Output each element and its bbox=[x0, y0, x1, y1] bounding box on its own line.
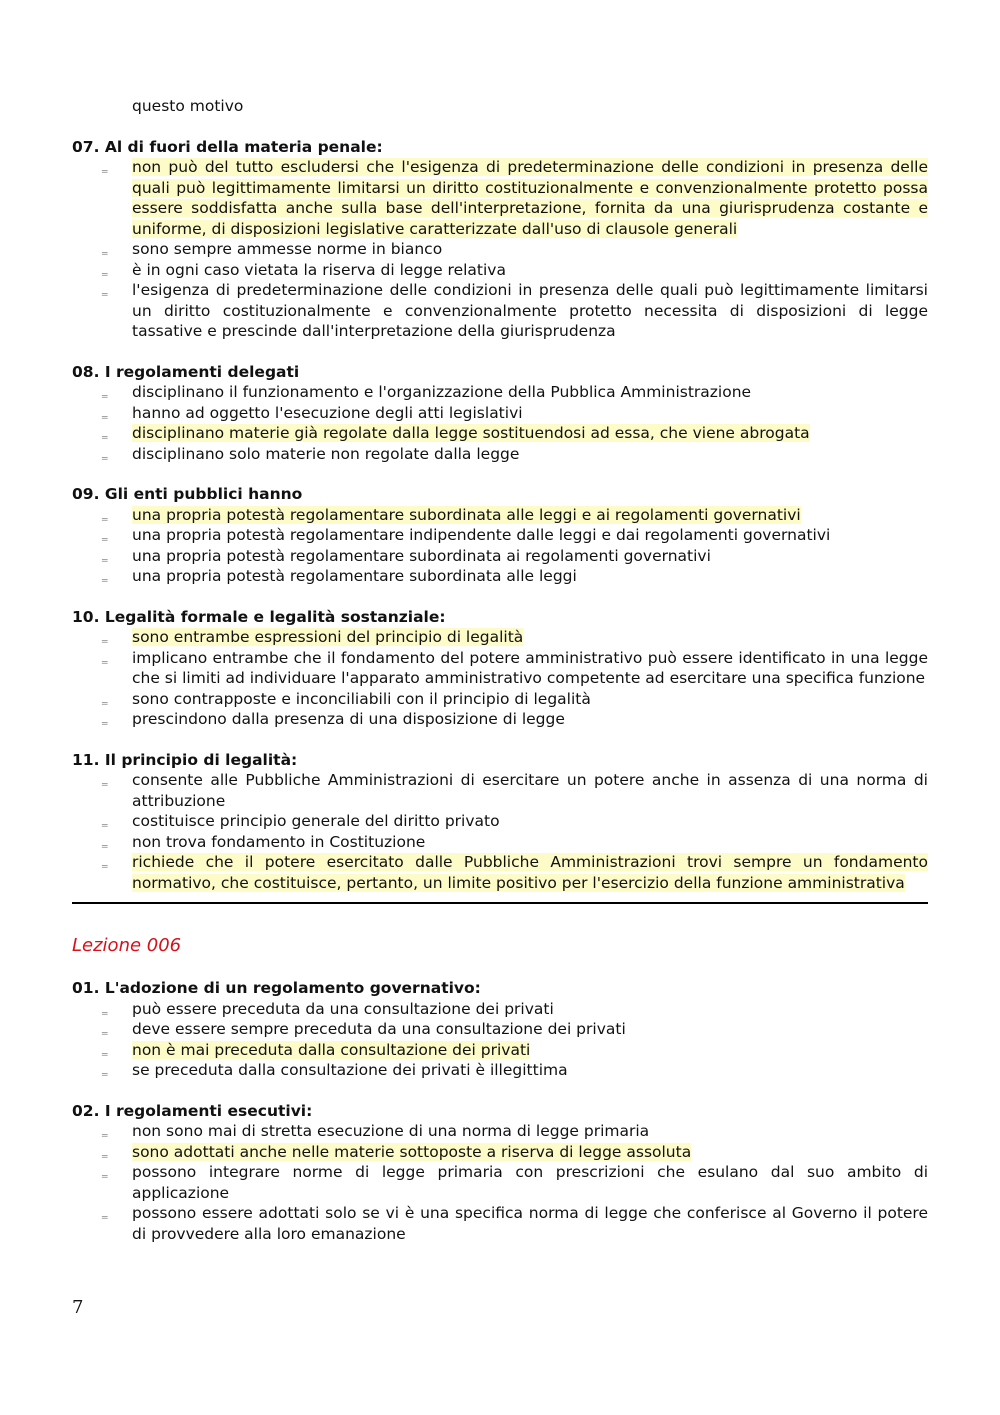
answer-item bbox=[72, 1162, 928, 1203]
answer-item bbox=[72, 280, 928, 342]
bullet-icon: ‗ bbox=[102, 507, 108, 521]
answer-item bbox=[72, 1060, 928, 1081]
bullet-icon: ‗ bbox=[102, 855, 108, 868]
answer-item-correct bbox=[72, 1142, 928, 1163]
answer-item bbox=[72, 382, 928, 403]
answer-text: una propria potestà regolamentare subordinata ai regolamenti governativi bbox=[132, 546, 711, 565]
answer-text: una propria potestà regolamentare subordinata alle leggi e ai regolamenti governativi bbox=[132, 505, 801, 524]
answer-item bbox=[72, 566, 928, 587]
answer-text: deve essere sempre preceduta da una consultazione dei privati bbox=[132, 1020, 626, 1038]
answer-list bbox=[72, 770, 928, 893]
answer-item bbox=[72, 260, 928, 281]
answer-list bbox=[72, 627, 928, 730]
answer-text: se preceduta dalla consultazione dei privati è illegittima bbox=[132, 1061, 568, 1079]
question-title: 07. Al di fuori della materia penale: bbox=[72, 137, 383, 156]
answer-text: disciplinano il funzionamento e l'organizzazione della Pubblica Amministrazione bbox=[132, 383, 752, 401]
bullet-icon: ‗ bbox=[102, 160, 108, 173]
bullet-icon: ‗ bbox=[102, 630, 108, 643]
bullet-icon: ‗ bbox=[102, 1001, 108, 1015]
answer-list bbox=[72, 382, 928, 464]
bullet-icon: ‗ bbox=[102, 262, 108, 276]
answer-text: sono sempre ammesse norme in bianco bbox=[132, 240, 443, 258]
answer-item bbox=[72, 648, 928, 689]
answer-list bbox=[72, 1121, 928, 1244]
question-block bbox=[72, 750, 928, 894]
answer-text: hanno ad oggetto l'esecuzione degli atti legislativi bbox=[132, 403, 523, 422]
question-block bbox=[72, 978, 928, 1081]
question-title: 01. L'adozione di un regolamento governativo: bbox=[72, 979, 481, 997]
answer-item bbox=[72, 239, 928, 260]
answer-text: disciplinano materie già regolate dalla legge sostituendosi ad essa, che viene abrogata bbox=[132, 424, 810, 442]
bullet-icon: ‗ bbox=[102, 1042, 108, 1056]
bullet-icon: ‗ bbox=[102, 385, 108, 398]
answer-item bbox=[72, 770, 928, 811]
question-title: 10. Legalità formale e legalità sostanziale: bbox=[72, 607, 446, 626]
bullet-icon: ‗ bbox=[102, 1124, 108, 1137]
answer-item bbox=[72, 999, 928, 1020]
answer-item bbox=[72, 689, 928, 710]
question-block bbox=[72, 362, 928, 465]
bullet-icon: ‗ bbox=[102, 283, 108, 296]
question-block bbox=[72, 137, 928, 342]
answer-text: l'esigenza di predeterminazione delle condizioni in presenza delle quali può legittimamente limitarsi un diritto costituzionalmente e convenzionalmente protetto necessita di disposizioni di legge tassative e prescinde dall'interpretazione della giurisprudenza bbox=[132, 281, 928, 340]
question-title: 11. Il principio di legalità: bbox=[72, 750, 298, 769]
answer-item bbox=[72, 1121, 928, 1142]
answer-item-correct bbox=[72, 627, 928, 648]
bullet-icon: ‗ bbox=[102, 1165, 108, 1178]
bullet-icon: ‗ bbox=[102, 426, 108, 439]
bullet-icon: ‗ bbox=[102, 1206, 108, 1219]
answer-item bbox=[72, 444, 928, 465]
bullet-icon: ‗ bbox=[102, 528, 108, 541]
question-title: 08. I regolamenti delegati bbox=[72, 362, 300, 381]
answer-text: costituisce principio generale del diritto privato bbox=[132, 812, 500, 830]
bullet-icon: ‗ bbox=[102, 1063, 108, 1076]
answer-item bbox=[72, 709, 928, 730]
answer-text: disciplinano solo materie non regolate dalla legge bbox=[132, 444, 520, 463]
continuation-text: questo motivo bbox=[132, 97, 244, 115]
answer-list bbox=[72, 505, 928, 587]
answer-text: è in ogni caso vietata la riserva di legge relativa bbox=[132, 260, 506, 279]
answer-item-correct bbox=[72, 423, 928, 444]
answer-text: consente alle Pubbliche Amministrazioni di esercitare un potere anche in assenza di una norma di attribuzione bbox=[132, 771, 928, 810]
answer-item bbox=[72, 525, 928, 546]
question-title: 02. I regolamenti esecutivi: bbox=[72, 1101, 313, 1120]
bullet-icon: ‗ bbox=[102, 650, 108, 664]
section-divider bbox=[72, 902, 928, 904]
page-number: 7 bbox=[72, 1297, 84, 1318]
bullet-icon: ‗ bbox=[102, 712, 108, 725]
answer-text: non sono mai di stretta esecuzione di una norma di legge primaria bbox=[132, 1122, 650, 1140]
answer-item-correct bbox=[72, 852, 928, 893]
document-page bbox=[72, 96, 928, 1244]
answer-item-correct bbox=[72, 1040, 928, 1061]
questions-group-a bbox=[72, 137, 928, 894]
bullet-icon: ‗ bbox=[102, 834, 108, 848]
bullet-icon: ‗ bbox=[102, 773, 108, 786]
answer-text: prescindono dalla presenza di una disposizione di legge bbox=[132, 710, 565, 728]
answer-text: può essere preceduta da una consultazione dei privati bbox=[132, 999, 554, 1018]
answer-item bbox=[72, 832, 928, 853]
question-block bbox=[72, 607, 928, 730]
answer-item bbox=[72, 403, 928, 424]
answer-item bbox=[72, 546, 928, 567]
answer-text: non è mai preceduta dalla consultazione dei privati bbox=[132, 1040, 531, 1059]
answer-text: non trova fondamento in Costituzione bbox=[132, 832, 426, 851]
bullet-icon: ‗ bbox=[102, 814, 108, 827]
answer-text: possono essere adottati solo se vi è una specifica norma di legge che conferisce al Governo il potere di provvedere alla loro emanazione bbox=[132, 1204, 928, 1243]
answer-item-correct bbox=[72, 157, 928, 239]
answer-text: non può del tutto escludersi che l'esigenza di predeterminazione delle condizioni in presenza delle quali può legittimamente limitarsi un diritto costituzionalmente e convenzionalmente protetto possa essere soddisfatta anche sulla base dell'interpretazione, fornita da una giurisprudenza costante e uniforme, di disposizioni legislative caratterizzate dall'uso di clausole generali bbox=[132, 158, 928, 238]
answer-text: sono entrambe espressioni del principio di legalità bbox=[132, 628, 524, 646]
answer-text: sono adottati anche nelle materie sottoposte a riserva di legge assoluta bbox=[132, 1142, 692, 1161]
answer-item bbox=[72, 811, 928, 832]
lesson-title: Lezione 006 bbox=[72, 935, 182, 956]
answer-text: sono contrapposte e inconciliabili con il principio di legalità bbox=[132, 689, 591, 708]
answer-text: una propria potestà regolamentare subordinata alle leggi bbox=[132, 567, 577, 585]
answer-list bbox=[72, 999, 928, 1081]
bullet-icon: ‗ bbox=[102, 1144, 108, 1158]
answer-item bbox=[72, 1019, 928, 1040]
answer-text: una propria potestà regolamentare indipendente dalle leggi e dai regolamenti governativi bbox=[132, 526, 831, 544]
bullet-icon: ‗ bbox=[102, 242, 108, 255]
answer-item-correct bbox=[72, 505, 928, 526]
bullet-icon: ‗ bbox=[102, 569, 108, 582]
answer-item bbox=[72, 1203, 928, 1244]
bullet-icon: ‗ bbox=[102, 1022, 108, 1035]
answer-list bbox=[72, 157, 928, 342]
bullet-icon: ‗ bbox=[102, 548, 108, 562]
question-block bbox=[72, 1101, 928, 1245]
answer-text: possono integrare norme di legge primaria con prescrizioni che esulano dal suo ambito di applicazione bbox=[132, 1163, 928, 1202]
bullet-icon: ‗ bbox=[102, 405, 108, 419]
question-block bbox=[72, 484, 928, 587]
questions-group-b bbox=[72, 978, 928, 1244]
answer-text: implicano entrambe che il fondamento del potere amministrativo può essere identificato in una legge che si limiti ad individuare l'apparato amministrativo competente ad esercitare una specifica funzione bbox=[132, 648, 928, 687]
bullet-icon: ‗ bbox=[102, 691, 108, 705]
bullet-icon: ‗ bbox=[102, 446, 108, 460]
answer-text: richiede che il potere esercitato dalle Pubbliche Amministrazioni trovi sempre un fondamento normativo, che costituisce, pertanto, un limite positivo per l'esercizio della funzione amministrativa bbox=[132, 853, 928, 892]
question-title: 09. Gli enti pubblici hanno bbox=[72, 485, 303, 503]
